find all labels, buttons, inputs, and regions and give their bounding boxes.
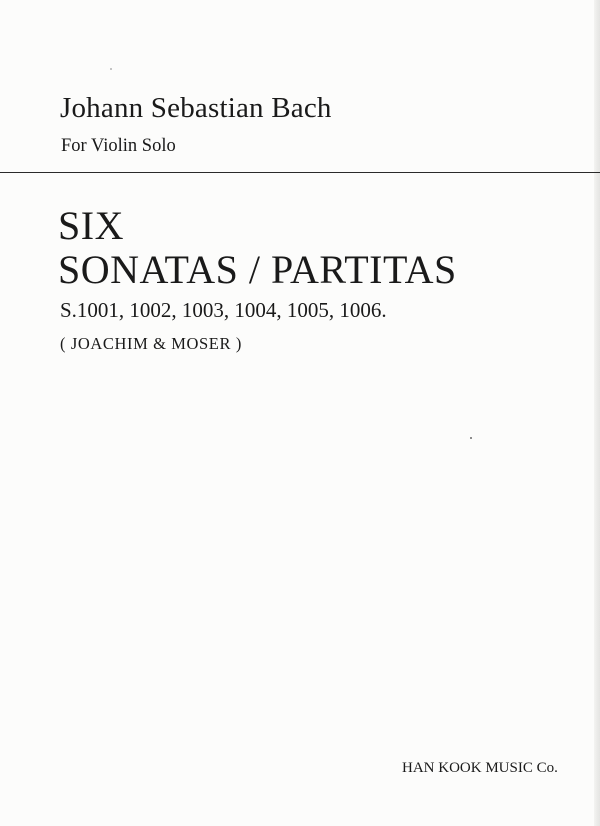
editors: ( JOACHIM & MOSER ) [60, 334, 242, 353]
instrumentation: For Violin Solo [61, 136, 176, 156]
divider-rule [0, 172, 600, 173]
publisher-name: HAN KOOK MUSIC Co. [402, 760, 558, 776]
paper-speck [470, 437, 472, 439]
title-line-2: SONATAS / PARTITAS [58, 247, 457, 292]
paper-speck [110, 68, 112, 70]
title-line-1: SIX [58, 203, 124, 248]
page-edge [594, 0, 600, 826]
composer-name: Johann Sebastian Bach [60, 92, 332, 124]
catalog-numbers: S.1001, 1002, 1003, 1004, 1005, 1006. [60, 298, 387, 322]
